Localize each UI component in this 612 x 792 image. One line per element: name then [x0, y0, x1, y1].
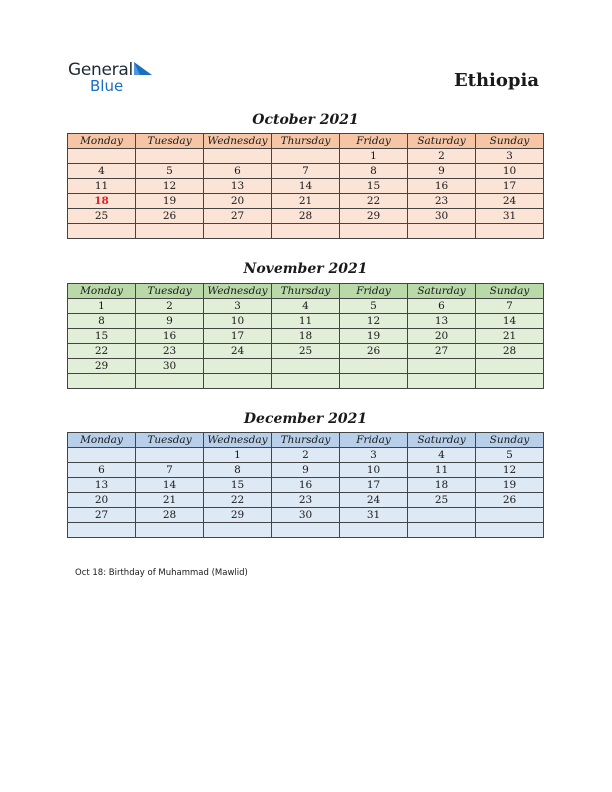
day-cell [136, 374, 204, 389]
day-cell [272, 359, 340, 374]
day-cell [476, 224, 544, 239]
weekday-header: Tuesday [136, 284, 204, 299]
day-cell: 6 [204, 164, 272, 179]
logo-word-general: General [68, 60, 133, 80]
day-cell [204, 359, 272, 374]
week-row [68, 149, 544, 164]
weekday-header: Monday [68, 134, 136, 149]
day-cell [136, 523, 204, 538]
month-title-november: November 2021 [243, 261, 368, 277]
day-cell [340, 523, 408, 538]
day-cell [340, 374, 408, 389]
week-row [68, 299, 544, 314]
day-cell: 30 [272, 508, 340, 523]
day-cell: 6 [408, 299, 476, 314]
day-cell: 16 [408, 179, 476, 194]
weekday-header: Sunday [476, 134, 544, 149]
weekday-header-row [68, 134, 544, 149]
day-cell: 23 [408, 194, 476, 209]
day-cell [408, 359, 476, 374]
week-row [68, 359, 544, 374]
week-row [68, 179, 544, 194]
weekday-header: Wednesday [204, 284, 272, 299]
day-cell: 27 [68, 508, 136, 523]
day-cell [340, 359, 408, 374]
day-cell: 20 [68, 493, 136, 508]
weekday-header: Friday [340, 134, 408, 149]
day-cell [68, 523, 136, 538]
weekday-header-row [68, 433, 544, 448]
day-cell: 26 [340, 344, 408, 359]
day-cell: 23 [136, 344, 204, 359]
day-cell: 13 [68, 478, 136, 493]
day-cell: 29 [340, 209, 408, 224]
day-cell: 27 [408, 344, 476, 359]
week-row [68, 344, 544, 359]
day-cell: 8 [68, 314, 136, 329]
day-cell [68, 224, 136, 239]
day-cell: 11 [272, 314, 340, 329]
day-cell: 25 [408, 493, 476, 508]
day-cell: 4 [68, 164, 136, 179]
day-cell [68, 448, 136, 463]
day-cell [136, 224, 204, 239]
day-cell [272, 149, 340, 164]
calendar-december [67, 432, 544, 538]
day-cell: 19 [476, 478, 544, 493]
week-row [68, 508, 544, 523]
weekday-header: Wednesday [204, 134, 272, 149]
weekday-header: Sunday [476, 284, 544, 299]
day-cell: 12 [476, 463, 544, 478]
weekday-header: Saturday [408, 433, 476, 448]
day-cell [204, 523, 272, 538]
day-cell: 15 [204, 478, 272, 493]
day-cell [272, 523, 340, 538]
day-cell: 25 [68, 209, 136, 224]
day-cell: 15 [68, 329, 136, 344]
day-cell: 7 [136, 463, 204, 478]
weekday-header: Thursday [272, 134, 340, 149]
day-cell: 7 [272, 164, 340, 179]
day-cell: 21 [136, 493, 204, 508]
day-cell: 31 [340, 508, 408, 523]
weekday-header: Friday [340, 433, 408, 448]
day-cell: 30 [408, 209, 476, 224]
weekday-header: Wednesday [204, 433, 272, 448]
day-cell: 17 [340, 478, 408, 493]
weekday-header: Tuesday [136, 134, 204, 149]
week-row [68, 448, 544, 463]
day-cell: 26 [476, 493, 544, 508]
day-cell: 3 [204, 299, 272, 314]
day-cell: 24 [340, 493, 408, 508]
day-cell [272, 374, 340, 389]
day-cell: 27 [204, 209, 272, 224]
day-cell: 1 [340, 149, 408, 164]
weekday-header: Saturday [408, 284, 476, 299]
day-cell: 17 [476, 179, 544, 194]
day-cell: 31 [476, 209, 544, 224]
day-cell: 15 [340, 179, 408, 194]
country-title: Ethiopia [453, 70, 539, 91]
day-cell [408, 374, 476, 389]
day-cell: 26 [136, 209, 204, 224]
day-cell: 28 [272, 209, 340, 224]
day-cell: 30 [136, 359, 204, 374]
day-cell: 3 [476, 149, 544, 164]
day-cell: 19 [340, 329, 408, 344]
day-cell: 6 [68, 463, 136, 478]
day-cell: 14 [272, 179, 340, 194]
week-row [68, 164, 544, 179]
calendar-october [67, 133, 544, 239]
day-cell: 24 [204, 344, 272, 359]
day-cell: 11 [68, 179, 136, 194]
day-cell: 5 [476, 448, 544, 463]
logo-word-blue: Blue [90, 77, 124, 95]
day-cell: 25 [272, 344, 340, 359]
day-cell: 9 [272, 463, 340, 478]
week-row [68, 224, 544, 239]
day-cell [476, 359, 544, 374]
day-cell: 24 [476, 194, 544, 209]
day-cell: 18 [408, 478, 476, 493]
month-title-october: October 2021 [252, 112, 359, 128]
week-row [68, 329, 544, 344]
weekday-header: Tuesday [136, 433, 204, 448]
day-cell: 3 [340, 448, 408, 463]
day-cell: 19 [136, 194, 204, 209]
week-row [68, 478, 544, 493]
day-cell [476, 523, 544, 538]
day-cell: 4 [272, 299, 340, 314]
day-cell: 9 [136, 314, 204, 329]
day-cell: 10 [340, 463, 408, 478]
day-cell: 11 [408, 463, 476, 478]
day-cell [136, 149, 204, 164]
calendar-november [67, 283, 544, 389]
weekday-header: Monday [68, 284, 136, 299]
week-row [68, 314, 544, 329]
weekday-header: Friday [340, 284, 408, 299]
day-cell: 28 [476, 344, 544, 359]
day-cell: 12 [136, 179, 204, 194]
day-cell: 8 [340, 164, 408, 179]
day-cell: 13 [204, 179, 272, 194]
day-cell: 5 [340, 299, 408, 314]
day-cell: 8 [204, 463, 272, 478]
day-cell: 1 [204, 448, 272, 463]
day-cell [340, 224, 408, 239]
logo-triangle-icon [132, 62, 154, 78]
day-cell: 10 [476, 164, 544, 179]
weekday-header: Thursday [272, 433, 340, 448]
day-cell: 13 [408, 314, 476, 329]
week-row [68, 523, 544, 538]
day-cell: 1 [68, 299, 136, 314]
day-cell [136, 448, 204, 463]
day-cell: 16 [136, 329, 204, 344]
week-row [68, 374, 544, 389]
weekday-header-row [68, 284, 544, 299]
day-cell: 7 [476, 299, 544, 314]
day-cell [272, 224, 340, 239]
holiday-note: Oct 18: Birthday of Muhammad (Mawlid) [75, 568, 248, 578]
week-row [68, 194, 544, 209]
day-cell: 17 [204, 329, 272, 344]
weekday-header: Thursday [272, 284, 340, 299]
day-cell: 14 [476, 314, 544, 329]
day-cell: 29 [204, 508, 272, 523]
day-cell: 22 [68, 344, 136, 359]
day-cell: 2 [272, 448, 340, 463]
day-cell: 16 [272, 478, 340, 493]
week-row [68, 463, 544, 478]
generalblue-logo [68, 60, 168, 100]
day-cell: 29 [68, 359, 136, 374]
day-cell [204, 149, 272, 164]
month-title-december: December 2021 [243, 411, 368, 427]
day-cell: 4 [408, 448, 476, 463]
day-cell: 14 [136, 478, 204, 493]
day-cell: 20 [408, 329, 476, 344]
weekday-header: Monday [68, 433, 136, 448]
day-cell [204, 224, 272, 239]
day-cell [408, 508, 476, 523]
day-cell: 18 [272, 329, 340, 344]
week-row [68, 493, 544, 508]
day-cell: 21 [272, 194, 340, 209]
day-cell [204, 374, 272, 389]
day-cell: 2 [136, 299, 204, 314]
day-cell: 22 [204, 493, 272, 508]
day-cell: 21 [476, 329, 544, 344]
weekday-header: Saturday [408, 134, 476, 149]
day-cell: 20 [204, 194, 272, 209]
day-cell [476, 508, 544, 523]
day-cell [476, 374, 544, 389]
day-cell: 23 [272, 493, 340, 508]
day-cell: 2 [408, 149, 476, 164]
day-cell: 5 [136, 164, 204, 179]
day-cell: 12 [340, 314, 408, 329]
day-cell: 9 [408, 164, 476, 179]
day-cell [68, 374, 136, 389]
weekday-header: Sunday [476, 433, 544, 448]
day-cell [408, 523, 476, 538]
day-cell [408, 224, 476, 239]
day-cell: 22 [340, 194, 408, 209]
day-cell: 28 [136, 508, 204, 523]
week-row [68, 209, 544, 224]
day-cell [68, 149, 136, 164]
day-cell: 10 [204, 314, 272, 329]
holiday-day-cell: 18 [68, 194, 136, 209]
